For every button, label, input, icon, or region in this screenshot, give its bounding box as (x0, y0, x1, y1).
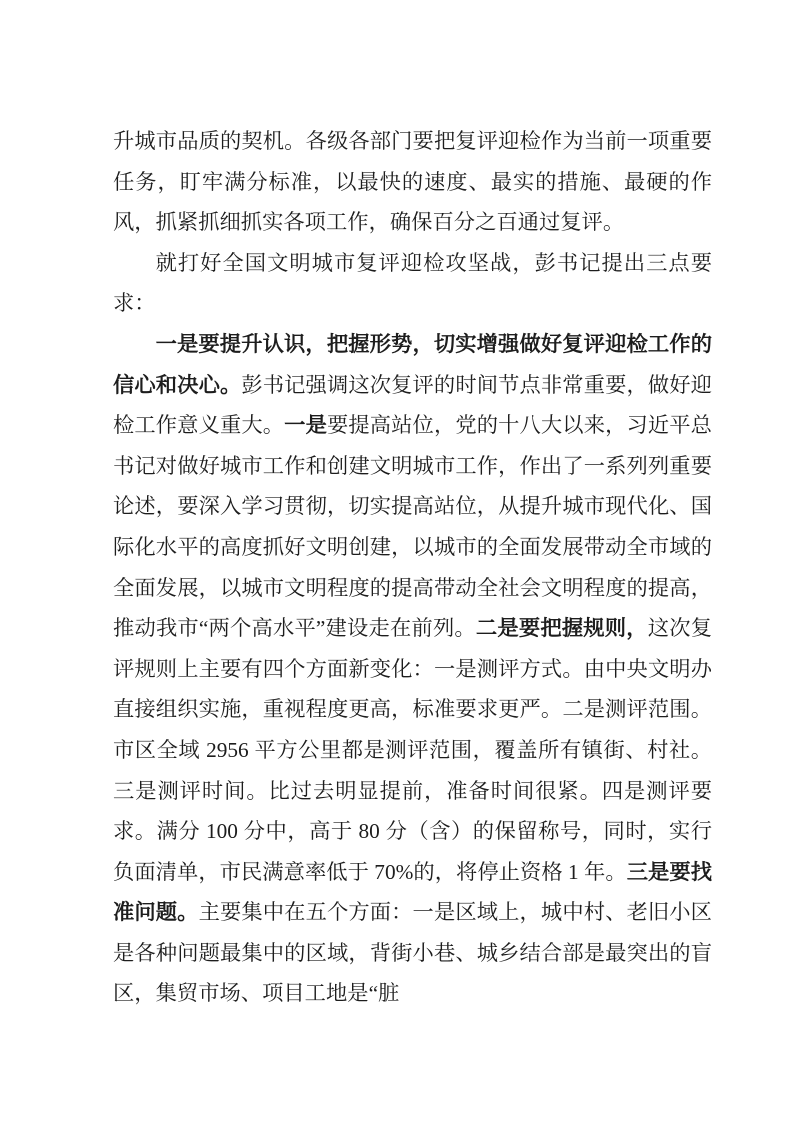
bold-text-run: 一是要提升认识，把握形势，切实增强做好复评迎检工作的信心和决心。 (113, 331, 712, 397)
text-run: 就打好全国文明城市复评迎检攻坚战，彭书记提出三点要求： (113, 250, 712, 316)
text-run: 彭书记强调这次复评的时间节点非常重要，做好迎检工作意义重大。 (113, 372, 712, 438)
text-run: 升城市品质的契机。各级各部门要把复评迎检作为当前一项重要任务，盯牢满分标准，以最快的速度、最实的措施、最硬的作风，抓紧抓细抓实各项工作，确保百分之百通过复评。 (113, 129, 712, 235)
bold-text-run: 一是 (284, 413, 327, 438)
text-run: 要提高站位，党的十八大以来，习近平总书记对做好城市工作和创建文明城市工作，作出了一系列列重要论述，要深入学习贯彻，切实提高站位，从提升城市现代化、国际化水平的高度抓好文明创建，以城市的全面发展带动全市域的全面发展，以城市文明程度的提高带动全社会文明程度的提高，推动我市“两个高水平”建设走在前列。 (113, 413, 712, 641)
paragraph (113, 243, 712, 324)
document-text-block (113, 121, 712, 1014)
paragraph (113, 121, 712, 243)
bold-text-run: 二是要把握规则， (475, 616, 648, 641)
text-run: 这次复评规则上主要有四个方面新变化：一是测评方式。由中央文明办直接组织实施，重视程度更高，标准要求更严。二是测评范围。市区全域 2956 平方公里都是测评范围，覆盖所有镇街、村社。三是测评时间。比过去明显提前，准备时间很紧。四是测评要求。满分 100 分中，高于 80 分（含）的保留称号，同时，实行负面清单，市民满意率低于 70%的，将停止资格 1 年。 (113, 616, 712, 884)
paragraph (113, 324, 712, 1014)
bold-text-run: 三是要找准问题。 (113, 859, 712, 925)
text-run: 主要集中在五个方面：一是区域上，城中村、老旧小区是各种问题最集中的区域，背街小巷、城乡结合部是最突出的盲区，集贸市场、项目工地是“脏 (113, 900, 712, 1006)
